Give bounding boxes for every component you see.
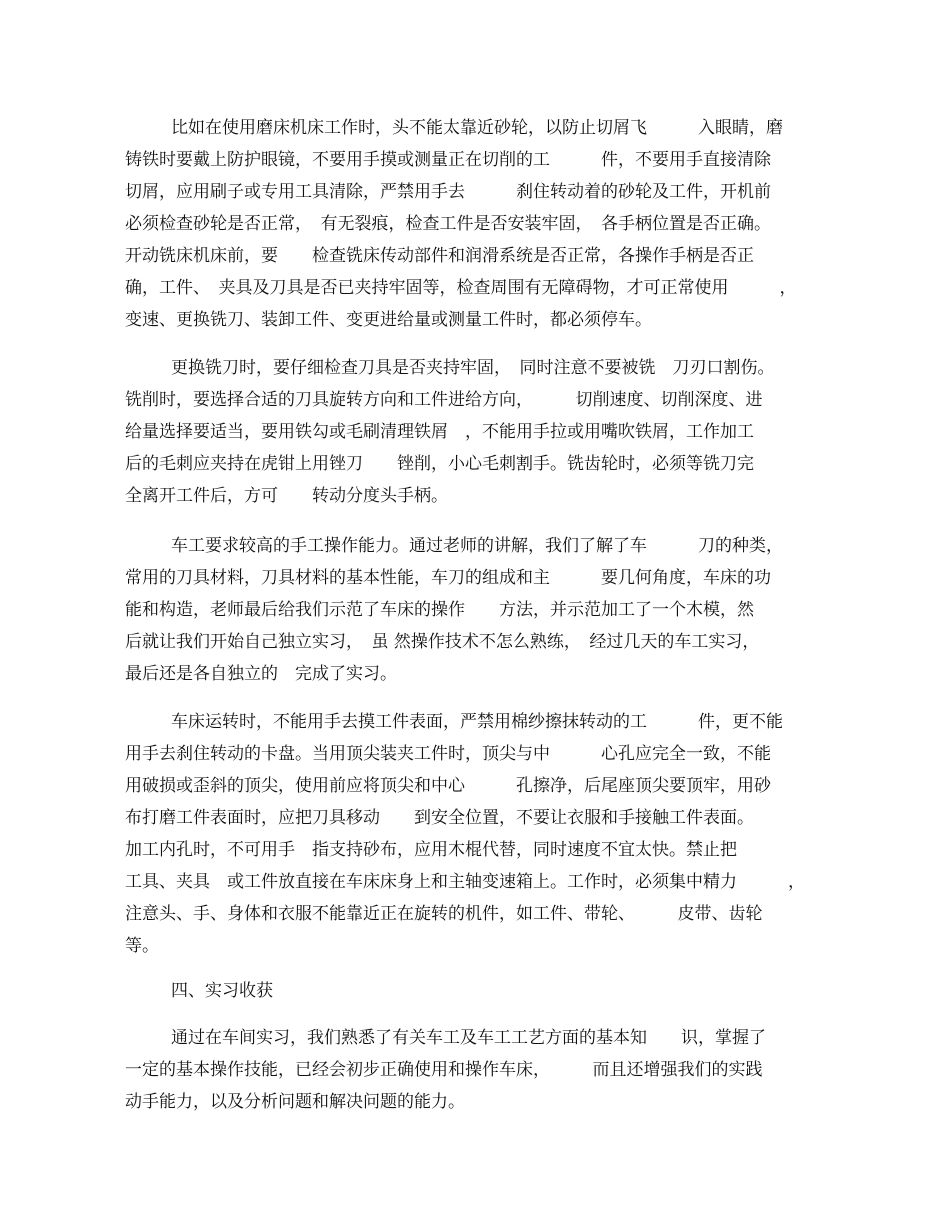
text-line: 更换铣刀时，要仔细检查刀具是否夹持牢固， 同时注意不要被铣 刀刃口割伤。 (171, 358, 775, 378)
text-line: 比如在使用磨床机床工作时，头不能太靠近砂轮，以防止切屑飞 入眼睛，磨 (171, 118, 783, 138)
text-line: 工具、夹具 或工件放直接在车床床身上和主轴变速箱上。工作时，必须集中精力 ， (125, 872, 805, 892)
text-line: 变速、更换铣刀、装卸工件、变更进给量或测量工件时，都必须停车。 (125, 310, 652, 330)
text-line: 通过在车间实习，我们熟悉了有关车工及车工工艺方面的基本知 识，掌握了 (171, 1028, 766, 1048)
text-line: 注意头、手、身体和衣服不能靠近正在旋转的机件，如工件、带轮、 皮带、齿轮 (125, 904, 763, 924)
text-line: 铣削时，要选择合适的刀具旋转方向和工件进给方向， 切削速度、切削深度、进 (125, 390, 763, 410)
paragraph-4 (125, 706, 825, 962)
paragraph-1 (125, 112, 825, 336)
text-line: 一定的基本操作技能，已经会初步正确使用和操作车床， 而且还增强我们的实践 (125, 1060, 763, 1080)
text-line: 确，工件、 夹具及刀具是否已夹持牢固等，检查周围有无障碍物，才可正常使用 ， (125, 278, 797, 298)
text-line: 用破损或歪斜的顶尖，使用前应将顶尖和中心 孔擦净，后尾座顶尖要顶牢，用砂 (125, 776, 771, 796)
text-line: 动手能力，以及分析问题和解决问题的能力。 (125, 1092, 465, 1112)
text-line: 铸铁时要戴上防护眼镜，不要用手摸或测量正在切削的工 件，不要用手直接清除 (125, 150, 771, 170)
heading-text: 四、实习收获 (171, 981, 273, 1001)
text-line: 能和构造，老师最后给我们示范了车床的操作 方法，并示范加工了一个木模，然 (125, 600, 754, 620)
text-line: 等。 (125, 936, 159, 956)
text-line: 车工要求较高的手工操作能力。通过老师的讲解，我们了解了车 刀的种类， (171, 536, 783, 556)
text-line: 后的毛刺应夹持在虎钳上用锉刀 锉削，小心毛刺割手。铣齿轮时，必须等铣刀完 (125, 454, 754, 474)
text-line: 常用的刀具材料，刀具材料的基本性能，车刀的组成和主 要几何角度，车床的功 (125, 568, 771, 588)
text-line: 开动铣床机床前，要 检查铣床传动部件和润滑系统是否正常，各操作手柄是否正 (125, 246, 754, 266)
text-line: 车床运转时，不能用手去摸工件表面，严禁用棉纱擦抹转动的工 件，更不能 (171, 712, 783, 732)
text-line: 给量选择要适当，要用铁勾或毛刷清理铁屑 ，不能用手拉或用嘴吹铁屑，工作加工 (125, 422, 754, 442)
text-line: 布打磨工件表面时，应把刀具移动 到安全位置，不要让衣服和手接触工件表面。 (125, 808, 754, 828)
text-line: 全离开工件后，方可 转动分度头手柄。 (125, 486, 448, 506)
text-line: 切屑，应用刷子或专用工具清除，严禁用手去 刹住转动着的砂轮及工件，开机前 (125, 182, 771, 202)
text-line: 最后还是各自独立的 完成了实习。 (125, 664, 397, 684)
text-line: 必须检查砂轮是否正常， 有无裂痕，检查工件是否安装牢固， 各手柄位置是否正确。 (125, 214, 771, 234)
paragraph-3 (125, 530, 825, 690)
paragraph-2 (125, 352, 825, 512)
section-heading (125, 975, 825, 1007)
paragraph-5 (125, 1022, 825, 1118)
text-line: 加工内孔时，不可用手 指支持砂布，应用木棍代替，同时速度不宜太快。禁止把 (125, 840, 737, 860)
text-line: 后就让我们开始自己独立实习， 虽 然操作技术不怎么熟练， 经过几天的车工实习， (125, 632, 760, 652)
text-line: 用手去刹住转动的卡盘。当用顶尖装夹工件时，顶尖与中 心孔应完全一致，不能 (125, 744, 771, 764)
